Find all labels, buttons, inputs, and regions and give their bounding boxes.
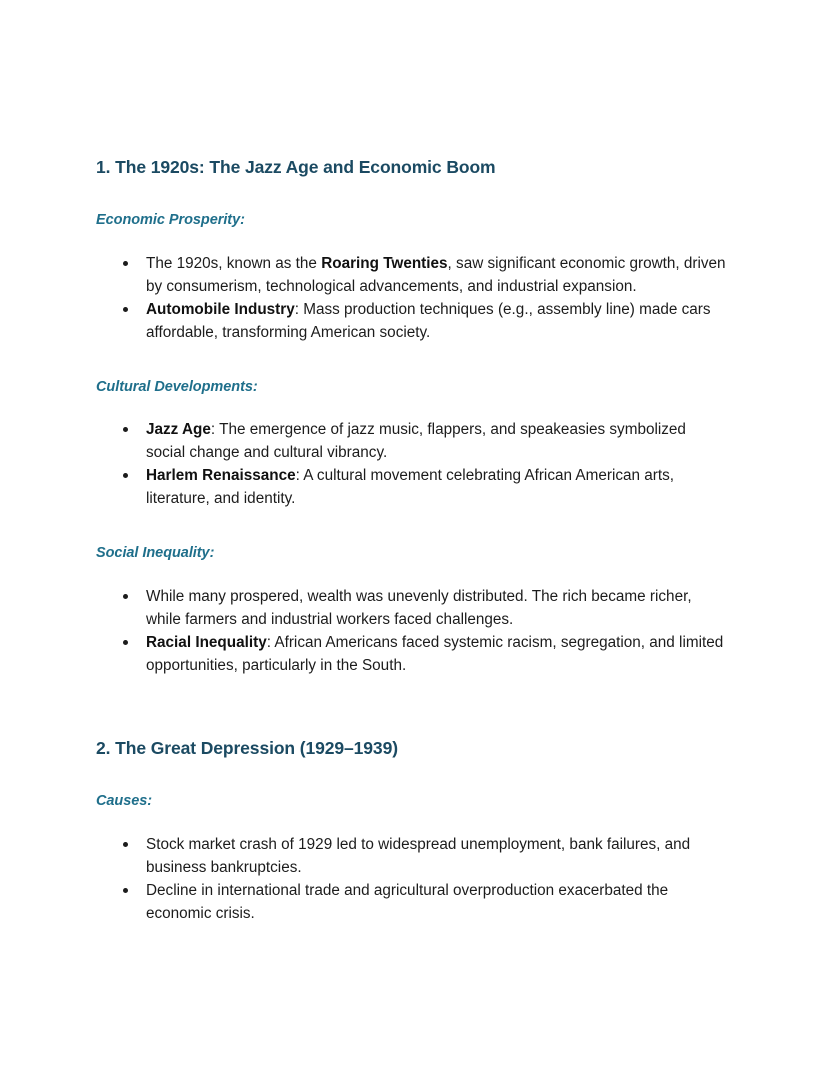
document-body bbox=[96, 156, 728, 925]
document-section bbox=[96, 737, 728, 925]
list-item-term: Roaring Twenties bbox=[321, 254, 448, 272]
list-item-term: Racial Inequality bbox=[146, 634, 267, 652]
list-item bbox=[96, 585, 728, 631]
section-group bbox=[96, 792, 728, 925]
list-item-text: While many prospered, wealth was unevenly distributed. The rich became richer, while farmers and industrial workers faced challenges. bbox=[146, 588, 692, 629]
section-group bbox=[96, 378, 728, 511]
section-heading: 2. The Great Depression (1929–1939) bbox=[96, 738, 398, 759]
list-item-term: Jazz Age bbox=[146, 421, 211, 439]
section-subheading: Social Inequality: bbox=[96, 545, 215, 562]
list-item bbox=[96, 833, 728, 879]
list-item-text: , saw significant economic growth, driven by consumerism, technological advancements, and industrial expansion. bbox=[146, 254, 726, 295]
list-item-text: The 1920s, known as the bbox=[146, 254, 322, 272]
list-item-text: : African Americans faced systemic racism, segregation, and limited opportunities, particularly in the South. bbox=[146, 634, 724, 675]
bullet-list bbox=[96, 252, 728, 344]
section-subheading: Causes: bbox=[96, 793, 153, 810]
list-item-term: Automobile Industry bbox=[146, 300, 295, 318]
bullet-list bbox=[96, 585, 728, 677]
section-subheading: Cultural Developments: bbox=[96, 378, 258, 395]
list-item-text: : A cultural movement celebrating African American arts, literature, and identity. bbox=[146, 467, 675, 508]
list-item-text: Decline in international trade and agricultural overproduction exacerbated the economic crisis. bbox=[146, 881, 669, 922]
section-group bbox=[96, 544, 728, 677]
list-item bbox=[96, 418, 728, 464]
list-item-text: : Mass production techniques (e.g., assembly line) made cars affordable, transforming American society. bbox=[146, 300, 711, 341]
bullet-list bbox=[96, 833, 728, 925]
section-group bbox=[96, 211, 728, 344]
document-section bbox=[96, 156, 728, 677]
list-item-term: Harlem Renaissance bbox=[146, 467, 296, 485]
list-item bbox=[96, 298, 728, 344]
section-heading: 1. The 1920s: The Jazz Age and Economic Boom bbox=[96, 157, 496, 177]
list-item-text: Stock market crash of 1929 led to widespread unemployment, bank failures, and business bankruptcies. bbox=[146, 835, 691, 876]
list-item bbox=[96, 252, 728, 298]
list-item bbox=[96, 631, 728, 677]
list-item-text: : The emergence of jazz music, flappers, and speakeasies symbolized social change and cultural vibrancy. bbox=[146, 421, 686, 462]
bullet-list bbox=[96, 418, 728, 510]
list-item bbox=[96, 464, 728, 510]
list-item bbox=[96, 879, 728, 925]
section-subheading: Economic Prosperity: bbox=[96, 211, 245, 228]
